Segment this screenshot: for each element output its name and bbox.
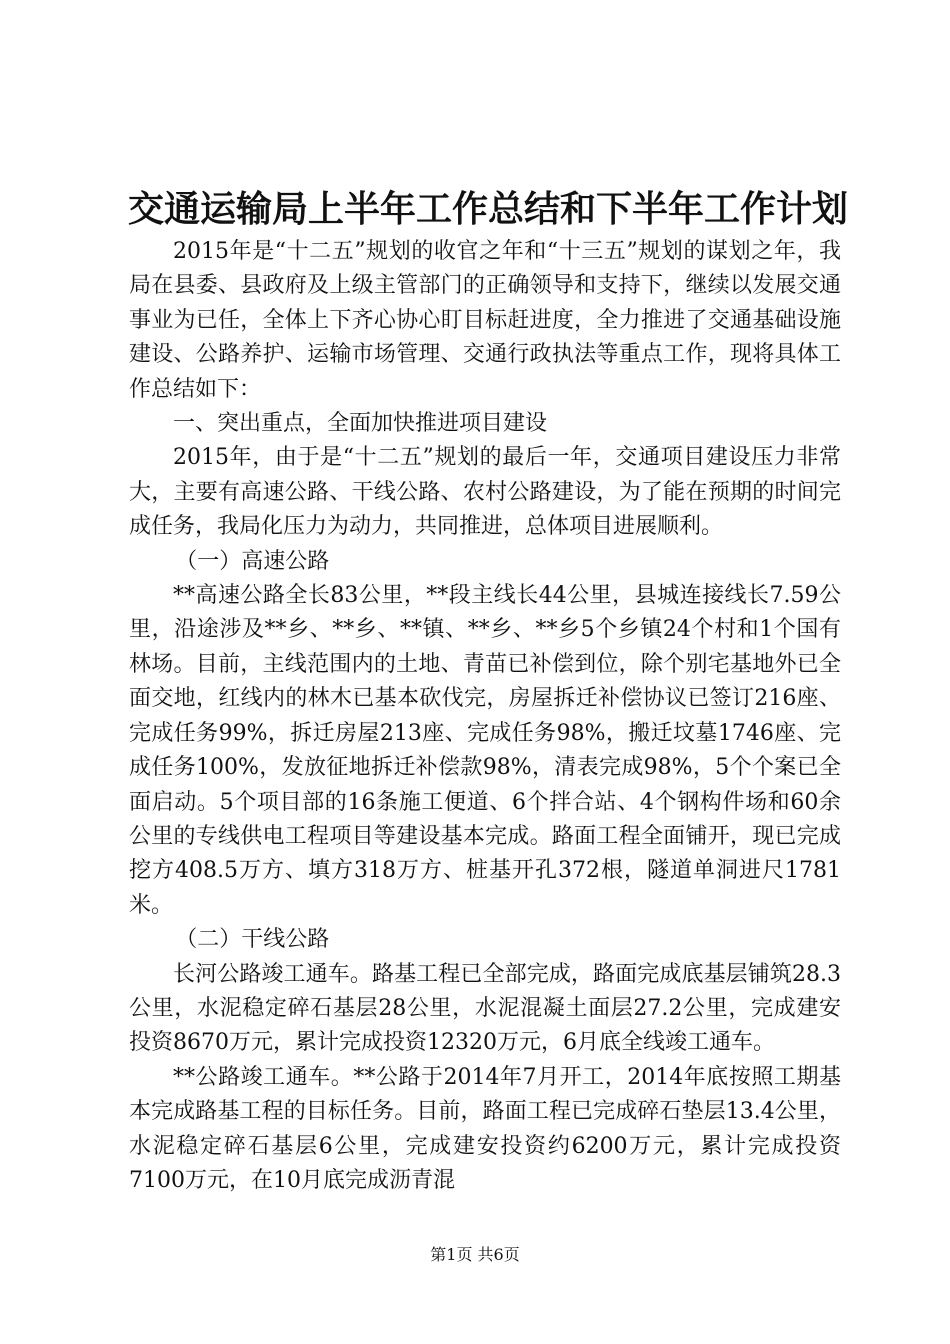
trunk-road-paragraph-2: **公路竣工通车。**公路于2014年7月开工，2014年底按照工期基本完成路基工程的目标任务。目前，路面工程已完成碎石垫层13.4公里，水泥稳定碎石基层6公里，完成建安投资约6200万元，累计完成投资7100万元，在10月底完成沥青混 xyxy=(129,1064,841,1193)
highway-paragraph: **高速公路全长83公里，**段主线长44公里，县城连接线长7.59公里，沿途涉及**乡、**乡、**镇、**乡、**乡5个乡镇24个村和1个国有林场。目前，主线范围内的土地、青苗已补偿到位，除个别宅基地外已全面交地，红线内的林木已基本砍伐完，房屋拆迁补偿协议已签订216座、完成任务99%，拆迁房屋213座、完成任务98%，搬迁坟墓1746座、完成任务100%，发放征地拆迁补偿款98%，清表完成98%，5个个案已全面启动。5个项目部的16条施工便道、6个拌合站、4个钢构件场和60余公里的专线供电工程项目等建设基本完成。路面工程全面铺开，现已完成挖方408.5万方、填方318万方、桩基开孔372根，隧道单洞进尺1781米。 xyxy=(129,583,841,918)
document-body xyxy=(129,235,841,1198)
section-heading: 一、突出重点，全面加快推进项目建设 xyxy=(173,411,548,437)
trunk-road-paragraph-1: 长河公路竣工通车。路基工程已全部完成，路面完成底基层铺筑28.3公里，水泥稳定碎石基层28公里，水泥混凝土面层27.2公里，完成建安投资8670万元，累计完成投资12320万元，6月底全线竣工通车。 xyxy=(129,961,841,1056)
page-footer: 第1页 共6页 xyxy=(430,1245,520,1264)
document-title: 交通运输局上半年工作总结和下半年工作计划 xyxy=(128,188,849,230)
subsection-heading-highway: （一）高速公路 xyxy=(175,548,330,574)
subsection-heading-trunk-road: （二）干线公路 xyxy=(175,927,330,953)
intro-paragraph: 2015年是“十二五”规划的收官之年和“十三五”规划的谋划之年，我局在县委、县政府及上级主管部门的正确领导和支持下，继续以发展交通事业为已任，全体上下齐心协心盯目标赶进度，全力推进了交通基础设施建设、公路养护、运输市场管理、交通行政执法等重点工作，现将具体工作总结如下： xyxy=(129,239,841,402)
section-paragraph: 2015年，由于是“十二五”规划的最后一年，交通项目建设压力非常大，主要有高速公路、干线公路、农村公路建设，为了能在预期的时间完成任务，我局化压力为动力，共同推进，总体项目进展顺利。 xyxy=(129,445,841,540)
